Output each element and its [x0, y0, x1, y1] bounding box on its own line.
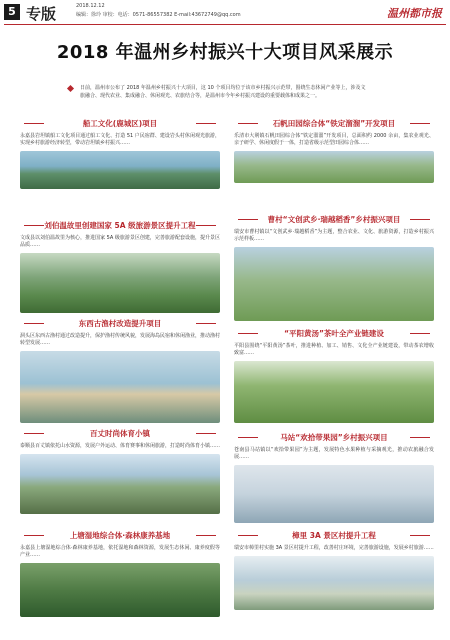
section-photo [234, 556, 434, 610]
section-photo [20, 151, 220, 189]
section-title: 曹村“文创武乡·瑞越稻香”乡村振兴项目 [234, 214, 434, 225]
section-photo [20, 253, 220, 313]
section-body: 文成县以刘伯温故里为核心，推进国家 5A 级旅游景区创建，完善旅游配套设施，提升景区品质…… [20, 235, 220, 248]
section-body: 永嘉县岩坦镇船工文化项目通过船工文化、打造 51 户民宿群、建设岩头村休闲观光旅游，实现乡村旅游经济转型，带动岩坦镇乡村振兴…… [20, 133, 220, 146]
intro-paragraph: 日前，温州市公布了 2018 年温州乡村振兴十大项目，这 10 个项目均位于该市乡村振兴示范带，围绕生态休闲产业等上，涉及文旅融合、现代农业、集成融合、休闲观光、农旅结合等，是温州市今年乡村振兴建设的重要载体和成果之一。 [80, 85, 366, 99]
section-title: 上塘湿地综合体·森林康养基地 [20, 530, 220, 541]
section-card [234, 328, 434, 423]
section-title: “平阳黄汤”茶叶全产业链建设 [234, 328, 434, 339]
page-number: 5 [4, 4, 20, 20]
section-photo [234, 247, 434, 321]
intro-diamond-icon [67, 85, 74, 92]
header-rule [4, 24, 446, 25]
section-title: 刘伯温故里创建国家 5A 级旅游景区提升工程 [20, 220, 220, 231]
section-photo [20, 563, 220, 617]
section-photo [234, 465, 434, 523]
section-label: 专版 [26, 5, 57, 23]
section-card [234, 432, 434, 523]
section-title: 船工文化(鹿城区)项目 [20, 118, 220, 129]
issue-date: 2018.12.12 [76, 3, 105, 9]
section-card [234, 118, 434, 183]
section-card [20, 530, 220, 617]
page-headline: 2018 年温州乡村振兴十大项目风采展示 [56, 42, 394, 63]
section-body: 平阳县围绕“平阳黄汤”茶叶，推进种植、加工、销售、文化全产业链建设，带动茶农增收致富…… [234, 343, 434, 356]
section-card [20, 118, 220, 189]
section-card [234, 214, 434, 321]
section-photo [234, 151, 434, 183]
section-body: 泰顺县百丈镇依托山水资源，发展户外运动、体育赛事和休闲旅游，打造时尚体育小镇…… [20, 443, 221, 449]
section-card [20, 220, 220, 313]
section-body: 乐清市大荆镇石帆田园综合体“铁定溜溜”开发项目，总面积约 2000 余亩，集农业观光、亲子研学、休闲度假于一体，打造省级示范型田园综合体…… [234, 133, 434, 146]
section-body: 苍南县马站镇以“欢拾带果园”为主题，发展特色水果种植与采摘观光，推动农旅融合发展…… [234, 447, 434, 460]
section-title: 马站“欢拾带果园”乡村振兴项目 [234, 432, 434, 443]
section-title: 百丈时尚体育小镇 [20, 428, 220, 439]
section-photo [234, 361, 434, 423]
section-body: 瑞安市曹村镇以“文创武乡·瑞越稻香”为主题，整合农业、文化、旅游资源，打造乡村振兴示范样板…… [234, 229, 434, 242]
section-photo [20, 351, 220, 423]
section-card [234, 530, 434, 610]
section-body: 永嘉县上塘湿地综合体·森林康养基地，依托湿地和森林资源，发展生态休闲、康养度假等产业…… [20, 545, 220, 558]
section-body: 瑞安市樟里村实施 3A 景区村提升工程，改善村庄环境，完善旅游设施，发展乡村旅游…… [234, 545, 434, 551]
section-card [20, 428, 220, 514]
masthead [0, 0, 450, 24]
section-title: 樟里 3A 景区村提升工程 [234, 530, 434, 541]
section-photo [20, 454, 220, 514]
editor-info: 编辑：徐玲 审校：电话：0571-86557382 E-mail:43672749@qq.com [76, 12, 241, 18]
paper-name: 温州都市报 [387, 7, 442, 20]
section-card [20, 318, 220, 423]
section-body: 洞头区东西古渔村通过改造提升，保护渔村传统风貌，发展海岛民宿和休闲渔业，推动渔村转型发展…… [20, 333, 221, 346]
section-title: 石帆田园综合体“铁定溜溜”开发项目 [234, 118, 434, 129]
section-title: 东西古渔村改造提升项目 [20, 318, 220, 329]
